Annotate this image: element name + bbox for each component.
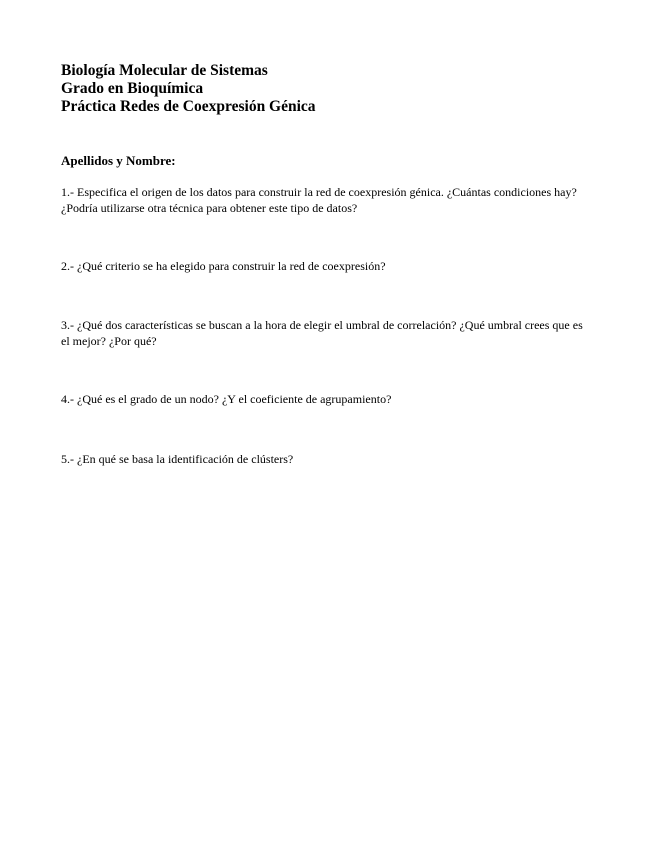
course-title: Biología Molecular de Sistemas [61, 62, 268, 79]
question-1: 1.- Especifica el origen de los datos para construir la red de coexpresión génica. ¿Cuántas condiciones hay? ¿Podría utilizarse otra técnica para obtener este tipo de datos? [61, 185, 577, 215]
document-header [61, 62, 601, 116]
practice-title: Práctica Redes de Coexpresión Génica [61, 98, 316, 115]
question-3: 3.- ¿Qué dos características se buscan a la hora de elegir el umbral de correlación? ¿Qué umbral crees que es el mejor? ¿Por qué? [61, 318, 583, 348]
question-5: 5.- ¿En qué se basa la identificación de clústers? [61, 452, 294, 466]
degree-title: Grado en Bioquímica [61, 80, 204, 97]
question-2: 2.- ¿Qué criterio se ha elegido para construir la red de coexpresión? [61, 259, 386, 273]
question-4: 4.- ¿Qué es el grado de un nodo? ¿Y el coeficiente de agrupamiento? [61, 392, 392, 406]
student-name-label: Apellidos y Nombre: [61, 153, 176, 168]
